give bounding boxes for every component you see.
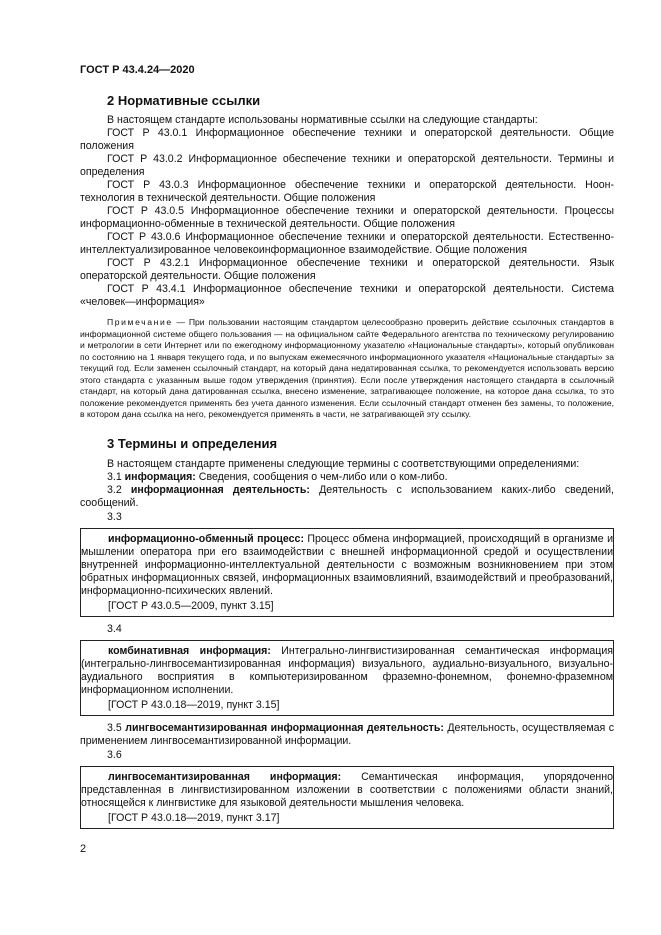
normative-ref: ГОСТ Р 43.0.2 Информационное обеспечение техники и операторской деятельности. Термины и определения bbox=[80, 153, 614, 178]
normative-ref: ГОСТ Р 43.0.3 Информационное обеспечение техники и операторской деятельности. Ноон-технология в технической деятельности. Общие положения bbox=[80, 179, 614, 204]
note-label: Примечание bbox=[107, 317, 173, 327]
normative-ref: ГОСТ Р 43.0.1 Информационное обеспечение техники и операторской деятельности. Общие положения bbox=[80, 127, 614, 152]
term-definition: Сведения, сообщения о чем-либо или о ком-либо. bbox=[195, 470, 448, 483]
term-name: комбинативная информация: bbox=[108, 644, 271, 657]
term-source: [ГОСТ Р 43.0.18—2019, пункт 3.17] bbox=[108, 811, 280, 824]
page-number: 2 bbox=[80, 843, 87, 855]
term-number: 3.6 bbox=[107, 748, 122, 761]
section-2-title: 2 Нормативные ссылки bbox=[107, 93, 261, 108]
term-3-4 bbox=[81, 645, 613, 697]
note-text: — При пользовании настоящим стандартом целесообразно проверить действие ссылочных стандартов в информационной системе общего пользования — на официальном сайте Федерального агентства по техническому регулированию и метрологии в сети Интернет или по ежегодному информационному указателю «Национальные стандарты», который опубликован по состоянию на 1 января текущего года, и по выпускам ежемесячного информационного указателя «Национальные стандарты» за текущий год. Если заменен ссылочный стандарт, на который дана недатированная ссылка, то рекомендуется использовать версию этого стандарта с указанным выше годом утверждения (принятия). Если после утверждения настоящего стандарта в ссылочный стандарт, на который дана датированная ссылка, внесено изменение, затрагивающее положение, на которое дана ссылка, то это положение рекомендуется применять без учета данного изменения. Если ссылочный стандарт отменен без замены, то положение, в котором дана ссылка на него, рекомендуется применять в части, не затрагивающей эту ссылку. bbox=[80, 317, 614, 419]
section-3-title: 3 Термины и определения bbox=[107, 435, 278, 451]
section-3-intro: В настоящем стандарте применены следующие термины с соответствующими определениями: bbox=[107, 457, 580, 470]
document-header: ГОСТ Р 43.4.24—2020 bbox=[80, 64, 195, 76]
term-definition: Деятельность, осуществляемая с применением лингвосемантизированной информации. bbox=[80, 721, 615, 747]
section-2-intro: В настоящем стандарте использованы нормативные ссылки на следующие стандарты: bbox=[107, 114, 538, 126]
term-name: лингвосемантизированная информационная деятельность: bbox=[125, 721, 444, 734]
normative-ref: ГОСТ Р 43.0.5 Информационное обеспечение техники и операторской деятельности. Процессы информационно-обменные в технической деятельности. Общие положения bbox=[80, 205, 614, 230]
term-3-3 bbox=[81, 533, 613, 598]
normative-ref: ГОСТ Р 43.0.6 Информационное обеспечение техники и операторской деятельности. Естественно-интеллектуализированное человекоинформационное взаимодействие. Общие положения bbox=[80, 231, 614, 256]
term-name: информационно-обменный процесс: bbox=[108, 532, 304, 545]
term-3-2 bbox=[80, 484, 614, 510]
term-number: 3.3 bbox=[107, 510, 122, 523]
term-number: 3.1 bbox=[107, 470, 125, 483]
term-3-6 bbox=[81, 771, 613, 810]
normative-ref: ГОСТ Р 43.4.1 Информационное обеспечение техники и операторской деятельности. Система «человек—информация» bbox=[80, 283, 614, 308]
term-source: [ГОСТ Р 43.0.18—2019, пункт 3.15] bbox=[108, 698, 280, 711]
term-box-3-6 bbox=[80, 766, 614, 829]
page-body bbox=[80, 88, 614, 835]
term-box-3-3 bbox=[80, 528, 614, 617]
term-number: 3.2 bbox=[107, 483, 131, 496]
term-name: лингвосемантизированная информация: bbox=[108, 770, 342, 783]
term-definition: Семантическая информация, упорядоченно представленная в лингвистизированном изложении в соответствии с положениями области знаний, относящейся к лингвистике для языковой деятельности мышления человека. bbox=[81, 770, 613, 809]
term-source: [ГОСТ Р 43.0.5—2009, пункт 3.15] bbox=[108, 599, 274, 612]
term-definition: Деятельность с использованием каких-либо сведений, сообщений. bbox=[80, 483, 614, 509]
term-number: 3.5 bbox=[107, 721, 126, 734]
term-number: 3.4 bbox=[107, 622, 122, 635]
note bbox=[80, 317, 614, 421]
term-definition: Процесс обмена информацией, происходящий в организме и мышлении оператора при его взаимодействии с внешней информационной средой и осуществлении внутренней информационно-интеллектуальной деятельности с возможным возникновением при этом обратных информационных связей, информационных взаимовлияний, взаимодействий и преобразований, информационно-психических явлений. bbox=[81, 532, 613, 597]
term-3-1 bbox=[80, 471, 614, 484]
term-definition: Интегрально-лингвистизированная семантическая информация (интегрально-лингвосемантизированная информация) визуального, аудиально-визуального, визуально-аудиального восприятия в компьютеризированном фраземно-фонемном, фонемно-фраземном информационном исполнении. bbox=[81, 644, 613, 696]
term-name: информация: bbox=[124, 470, 196, 483]
normative-ref: ГОСТ Р 43.2.1 Информационное обеспечение техники и операторской деятельности. Язык операторской деятельности. Общие положения bbox=[80, 257, 614, 282]
term-3-5 bbox=[80, 722, 614, 748]
term-box-3-4 bbox=[80, 640, 614, 716]
term-name: информационная деятельность: bbox=[130, 483, 310, 496]
